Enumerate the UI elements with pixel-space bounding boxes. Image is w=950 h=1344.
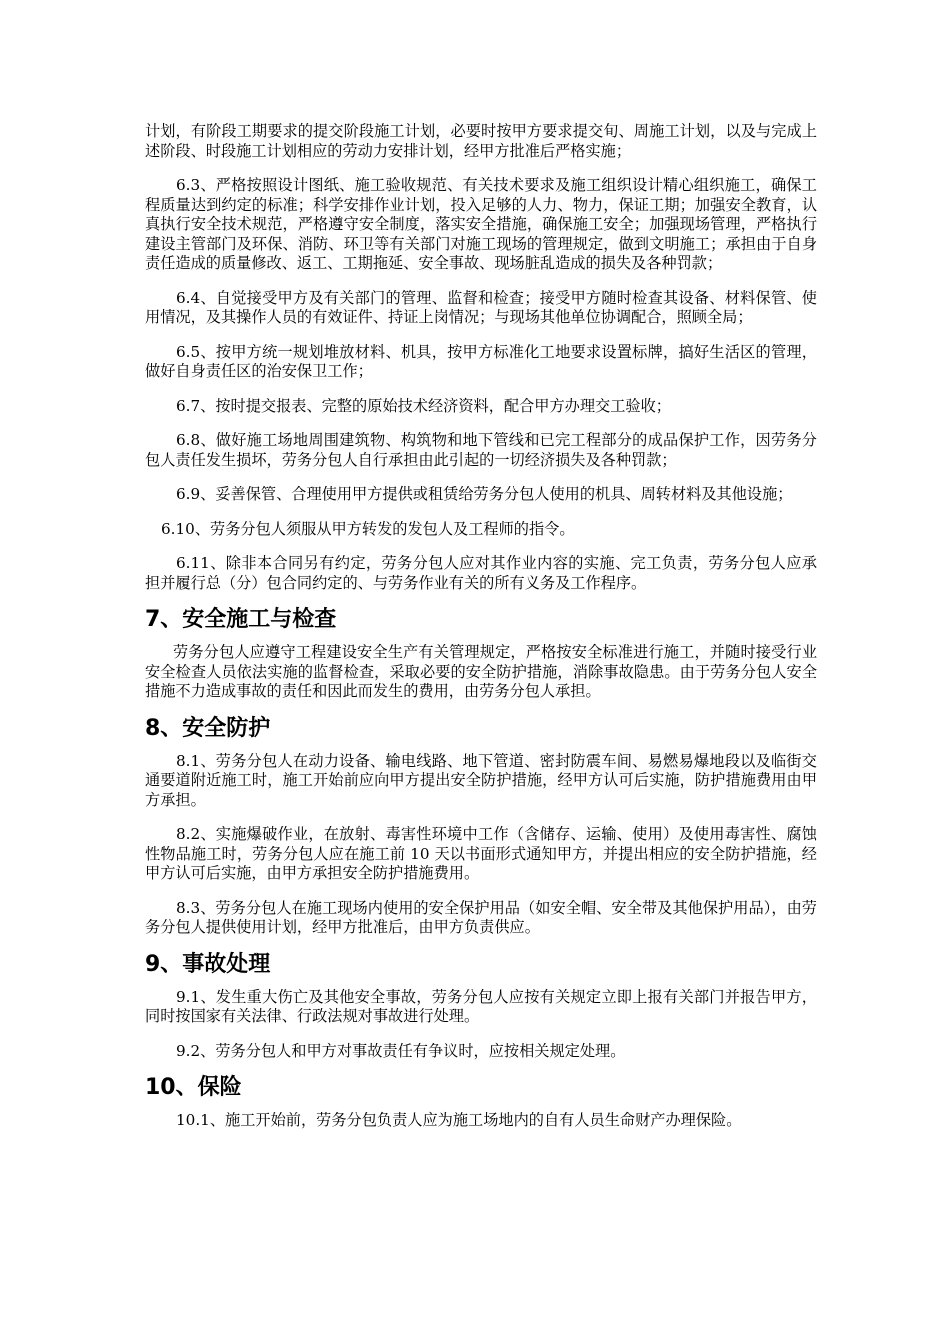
paragraph-8-2: 8.2、实施爆破作业，在放射、毒害性环境中工作（含储存、运输、使用）及使用毒害性、腐蚀性物品施工时，劳务分包人应在施工前 10 天以书面形式通知甲方，并提出相应的安全防护措施，经甲方认可后实施，由甲方承担安全防护措施费用。 — [145, 825, 817, 882]
paragraph-6-3: 6.3、严格按照设计图纸、施工验收规范、有关技术要求及施工组织设计精心组织施工，确保工程质量达到约定的标准；科学安排作业计划，投入足够的人力、物力，保证工期；加强安全教育，认真执行安全技术规范，严格遵守安全制度，落实安全措施，确保施工安全；加强现场管理，严格执行建设主管部门及环保、消防、环卫等有关部门对施工现场的管理规定，做到文明施工；承担由于自身责任造成的质量修改、返工、工期拖延、安全事故、现场脏乱造成的损失及各种罚款； — [145, 176, 817, 272]
paragraph-10-1: 10.1、施工开始前，劳务分包负责人应为施工场地内的自有人员生命财产办理保险。 — [176, 1111, 742, 1129]
paragraph-6-9: 6.9、妥善保管、合理使用甲方提供或租赁给劳务分包人使用的机具、周转材料及其他设施； — [176, 485, 793, 503]
paragraph-8-1: 8.1、劳务分包人在动力设备、输电线路、地下管道、密封防震车间、易燃易爆地段以及临街交通要道附近施工时，施工开始前应向甲方提出安全防护措施，经甲方认可后实施，防护措施费用由甲方承担。 — [145, 751, 817, 809]
paragraph-6-10: 6.10、劳务分包人须服从甲方转发的发包人及工程师的指令。 — [161, 519, 575, 538]
paragraph-9-1: 9.1、发生重大伤亡及其他安全事故，劳务分包人应按有关规定立即上报有关部门并报告甲方，同时按国家有关法律、行政法规对事故进行处理。 — [145, 987, 817, 1025]
paragraph-6-8: 6.8、做好施工场地周围建筑物、构筑物和地下管线和已完工程部分的成品保护工作，因劳务分包人责任发生损坏，劳务分包人自行承担由此引起的一切经济损失及各种罚款； — [145, 431, 817, 469]
section-7-body: 劳务分包人应遵守工程建设安全生产有关管理规定，严格按安全标准进行施工，并随时接受行业安全检查人员依法实施的监督检查，采取必要的安全防护措施，消除事故隐患。由于劳务分包人安全措施不力造成事故的责任和因此而发生的费用，由劳务分包人承担。 — [145, 643, 817, 700]
paragraph-6-5: 6.5、按甲方统一规划堆放材料、机具，按甲方标准化工地要求设置标牌，搞好生活区的管理，做好自身责任区的治安保卫工作； — [145, 342, 817, 380]
document-body — [145, 122, 817, 1131]
paragraph-9-2: 9.2、劳务分包人和甲方对事故责任有争议时，应按相关规定处理。 — [176, 1041, 626, 1060]
section-8-heading: 8、安全防护 — [145, 715, 271, 741]
paragraph-8-3: 8.3、劳务分包人在施工现场内使用的安全保护用品（如安全帽、安全带及其他保护用品），由劳务分包人提供使用计划，经甲方批准后，由甲方负责供应。 — [145, 898, 817, 936]
section-10-heading: 10、保险 — [145, 1075, 242, 1100]
paragraph-6-11: 6.11、除非本合同另有约定，劳务分包人应对其作业内容的实施、完工负责，劳务分包人应承担并履行总（分）包合同约定的、与劳务作业有关的所有义务及工作程序。 — [145, 554, 817, 592]
section-9-heading: 9、事故处理 — [145, 951, 271, 977]
paragraph-continued-plan: 计划，有阶段工期要求的提交阶段施工计划，必要时按甲方要求提交旬、周施工计划，以及与完成上述阶段、时段施工计划相应的劳动力安排计划，经甲方批准后严格实施； — [145, 122, 817, 160]
paragraph-6-4: 6.4、自觉接受甲方及有关部门的管理、监督和检查；接受甲方随时检查其设备、材料保管、使用情况，及其操作人员的有效证件、持证上岗情况；与现场其他单位协调配合，照顾全局； — [145, 288, 817, 326]
paragraph-6-7: 6.7、按时提交报表、完整的原始技术经济资料，配合甲方办理交工验收； — [176, 396, 671, 415]
section-7-heading: 7、安全施工与检查 — [145, 607, 337, 632]
